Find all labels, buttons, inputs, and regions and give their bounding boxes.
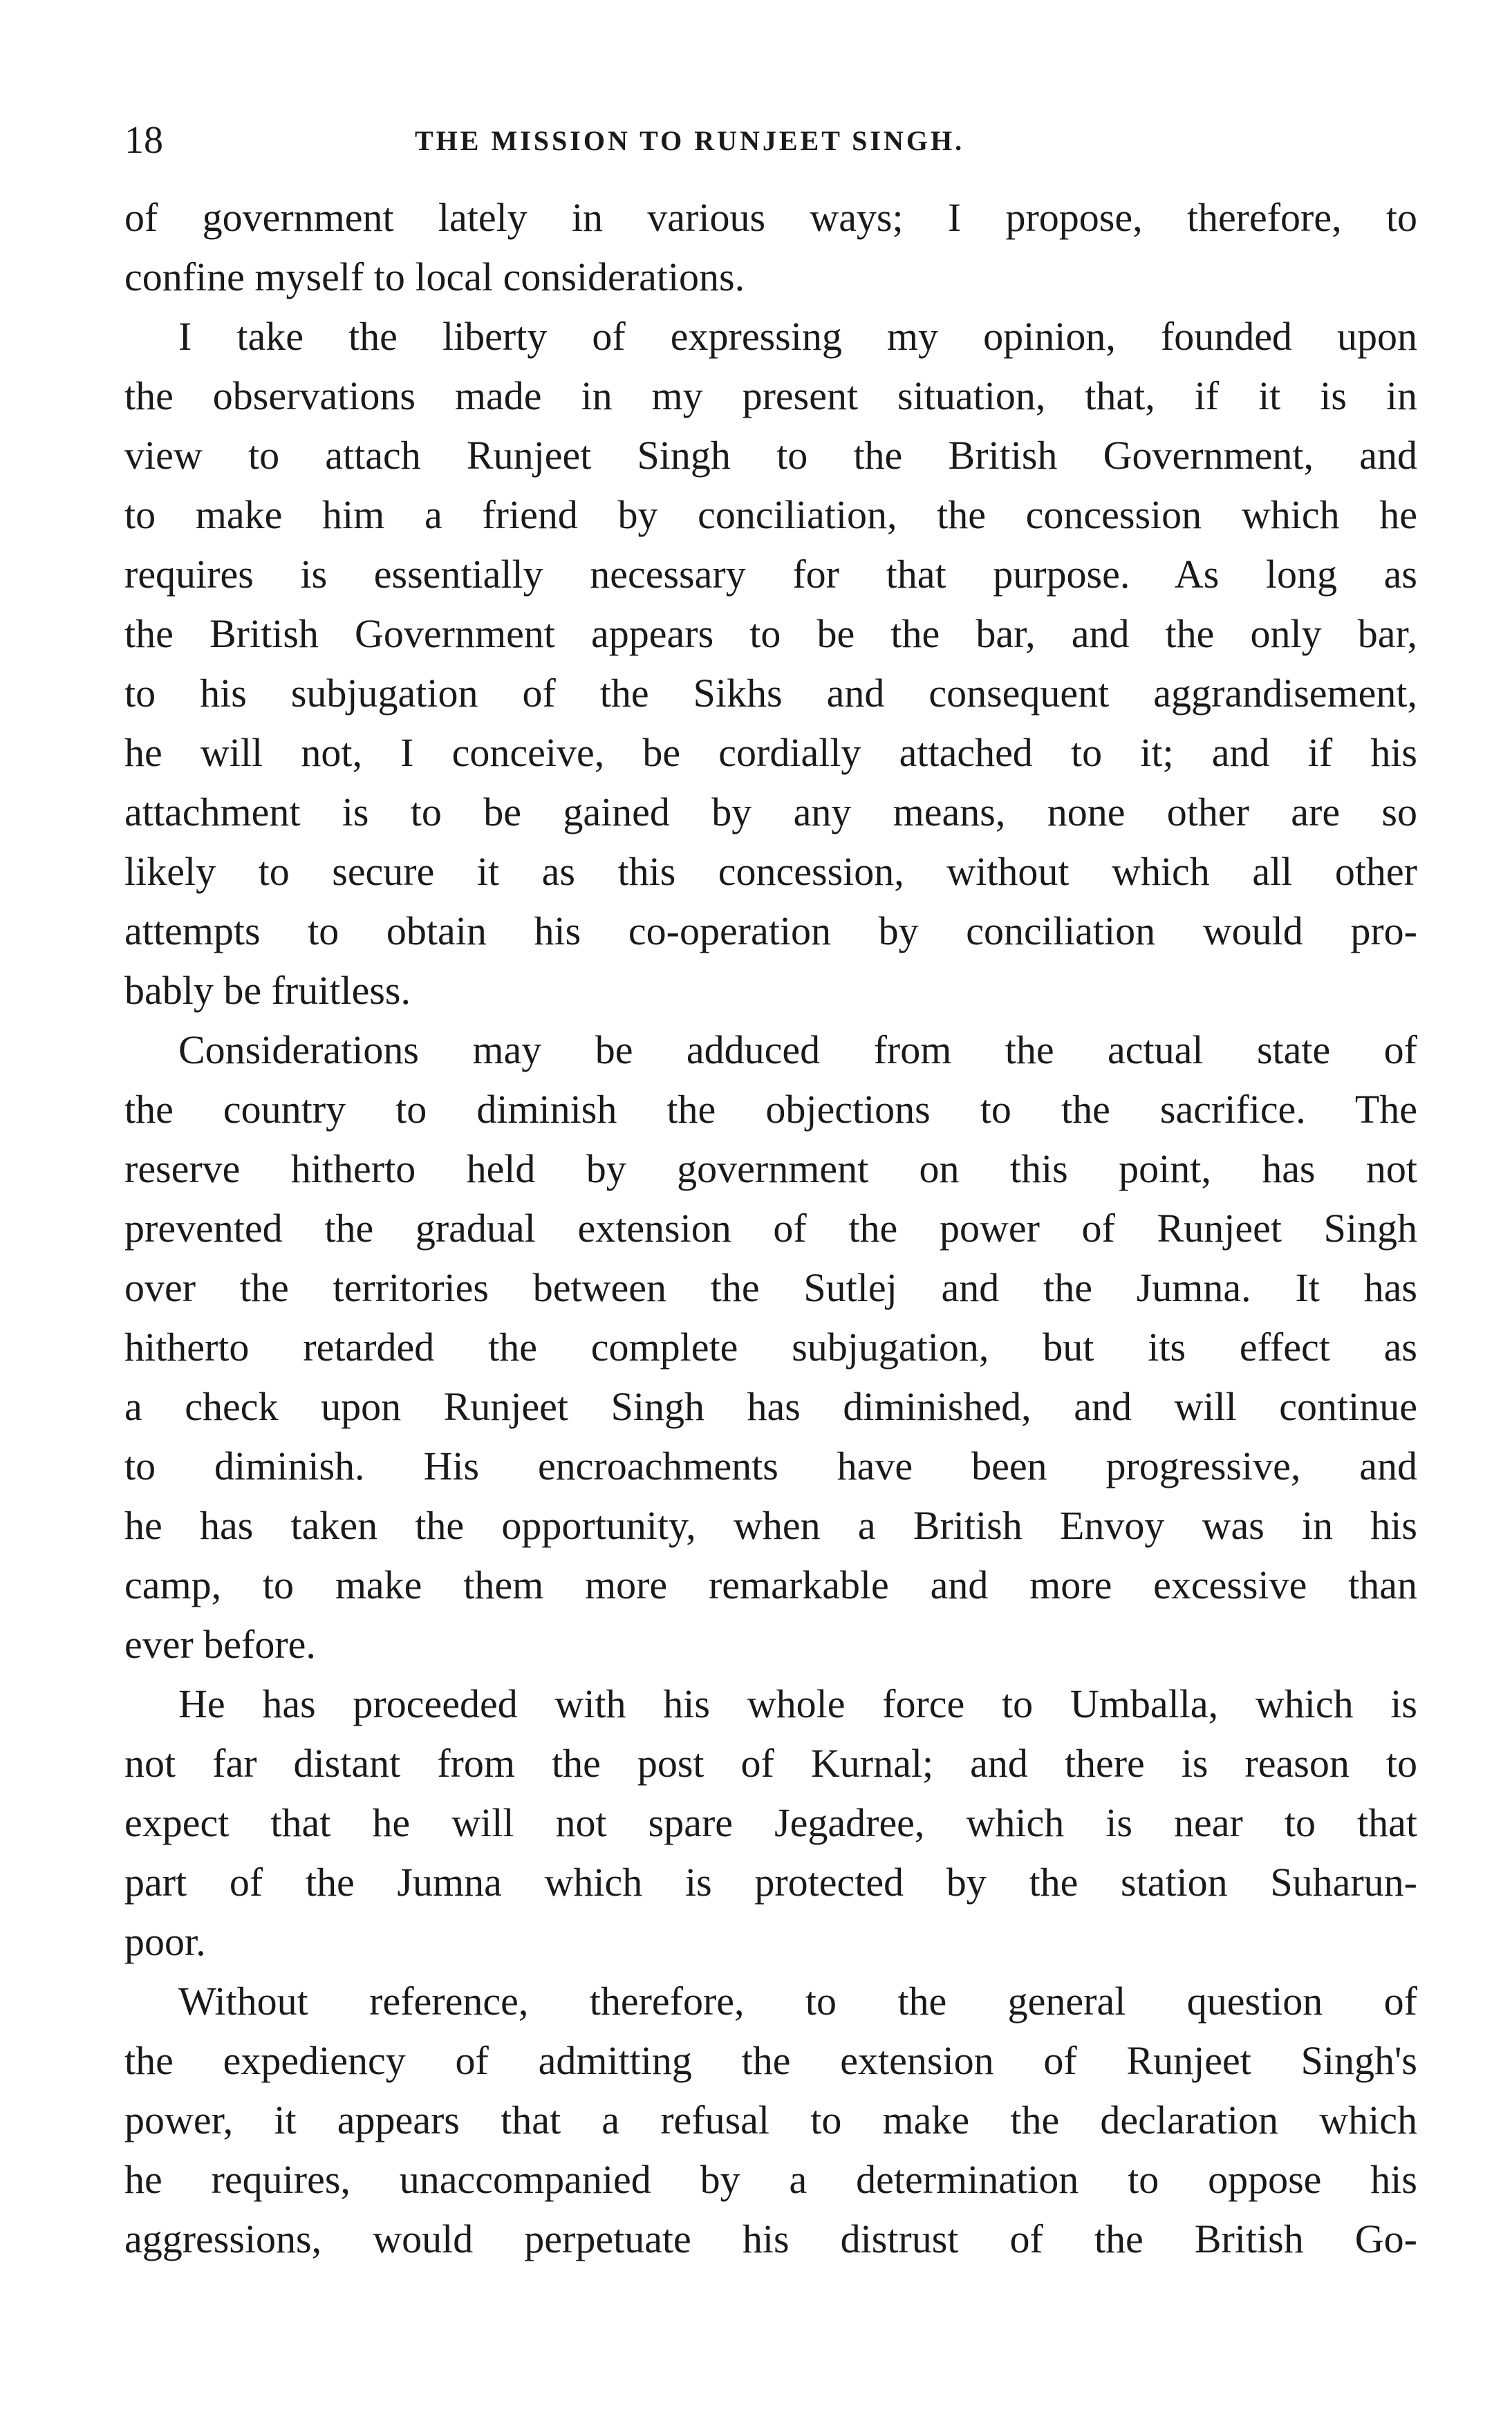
text-line: he requires, unaccompanied by a determination to oppose his (124, 2157, 1417, 2202)
text-line: likely to secure it as this concession, without which all other (124, 849, 1417, 894)
text-line: I take the liberty of expressing my opinion, founded upon (178, 314, 1417, 359)
text-line: hitherto retarded the complete subjugation, but its effect as (124, 1325, 1417, 1370)
text-line: camp, to make them more remarkable and more excessive than (124, 1562, 1417, 1607)
text-line: view to attach Runjeet Singh to the British Government, and (124, 433, 1417, 478)
running-title: THE MISSION TO RUNJEET SINGH. (415, 125, 965, 156)
text-line: requires is essentially necessary for that purpose. As long as (124, 552, 1417, 597)
paragraph-3 (124, 1020, 1417, 1674)
paragraph-1 (124, 188, 1417, 307)
text-line: He has proceeded with his whole force to Umballa, which is (178, 1681, 1417, 1726)
text-line: the expediency of admitting the extension of Runjeet Singh's (124, 2038, 1417, 2083)
page-number: 18 (124, 119, 163, 162)
text-line: to make him a friend by conciliation, the concession which he (124, 492, 1417, 537)
paragraph-4 (124, 1674, 1417, 1972)
text-line: poor. (124, 1919, 206, 1964)
paragraph-2 (124, 307, 1417, 1020)
text-line: he will not, I conceive, be cordially attached to it; and if his (124, 730, 1417, 775)
text-line: the country to diminish the objections to the sacrifice. The (124, 1087, 1417, 1132)
text-line: reserve hitherto held by government on this point, has not (124, 1146, 1417, 1191)
text-line: the observations made in my present situation, that, if it is in (124, 373, 1417, 418)
text-line: power, it appears that a refusal to make the declaration which (124, 2098, 1417, 2142)
text-line: the British Government appears to be the bar, and the only bar, (124, 611, 1417, 656)
text-line: attempts to obtain his co-operation by conciliation would pro- (124, 908, 1417, 953)
text-line: of government lately in various ways; I propose, therefore, to (124, 195, 1417, 240)
paragraph-5 (124, 1972, 1417, 2269)
text-line: bably be fruitless. (124, 968, 411, 1013)
text-line: Without reference, therefore, to the general question of (178, 1979, 1417, 2024)
text-line: prevented the gradual extension of the power of Runjeet Singh (124, 1206, 1417, 1251)
text-line: to his subjugation of the Sikhs and consequent aggrandisement, (124, 671, 1417, 716)
text-line: confine myself to local considerations. (124, 254, 745, 299)
body-text (124, 188, 1417, 2269)
text-line: he has taken the opportunity, when a British Envoy was in his (124, 1503, 1417, 1548)
text-line: attachment is to be gained by any means, none other are so (124, 790, 1417, 834)
text-line: ever before. (124, 1622, 316, 1667)
text-line: to diminish. His encroachments have been progressive, and (124, 1444, 1417, 1488)
text-line: aggressions, would perpetuate his distrust of the British Go- (124, 2216, 1417, 2261)
text-line: not far distant from the post of Kurnal; and there is reason to (124, 1741, 1417, 1786)
text-line: expect that he will not spare Jegadree, which is near to that (124, 1800, 1417, 1845)
text-line: over the territories between the Sutlej and the Jumna. It has (124, 1265, 1417, 1310)
page-header (124, 116, 1417, 165)
text-line: a check upon Runjeet Singh has diminished, and will continue (124, 1384, 1417, 1429)
text-line: part of the Jumna which is protected by the station Suharun- (124, 1860, 1417, 1905)
text-line: Considerations may be adduced from the actual state of (178, 1027, 1417, 1072)
